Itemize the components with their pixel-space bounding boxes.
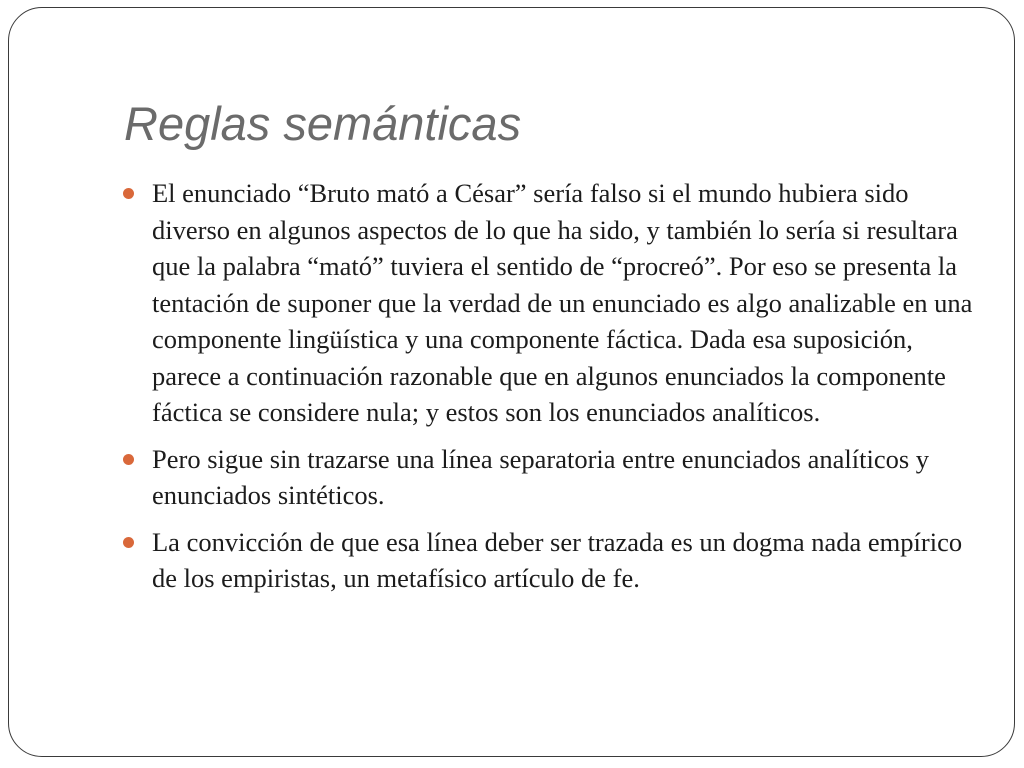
bullet-dot-icon <box>123 454 134 465</box>
bullet-item <box>152 441 982 514</box>
slide-title: Reglas semánticas <box>124 97 522 150</box>
bullet-text: El enunciado “Bruto mató a César” sería falso si el mundo hubiera sido diverso en algunos aspectos de lo que ha sido, y también lo sería si resultara que la palabra “mató” tuviera el sentido de “procreó”. Por eso se presenta la tentación de suponer que la verdad de un enunciado es algo analizable en una componente lingüística y una componente fáctica. Dada esa suposición, parece a continuación razonable que en algunos enunciados la componente fáctica se considere nula; y estos son los enunciados analíticos. <box>152 178 973 427</box>
bullet-item <box>152 175 982 431</box>
bullet-dot-icon <box>123 537 134 548</box>
bullet-text: Pero sigue sin trazarse una línea separatoria entre enunciados analíticos y enunciados sintéticos. <box>152 443 930 510</box>
bullet-text: La convicción de que esa línea deber ser trazada es un dogma nada empírico de los empiristas, un metafísico artículo de fe. <box>152 526 963 593</box>
bullet-item <box>152 524 982 597</box>
bullet-list <box>152 175 982 607</box>
bullet-dot-icon <box>123 188 134 199</box>
slide-frame <box>8 7 1015 757</box>
